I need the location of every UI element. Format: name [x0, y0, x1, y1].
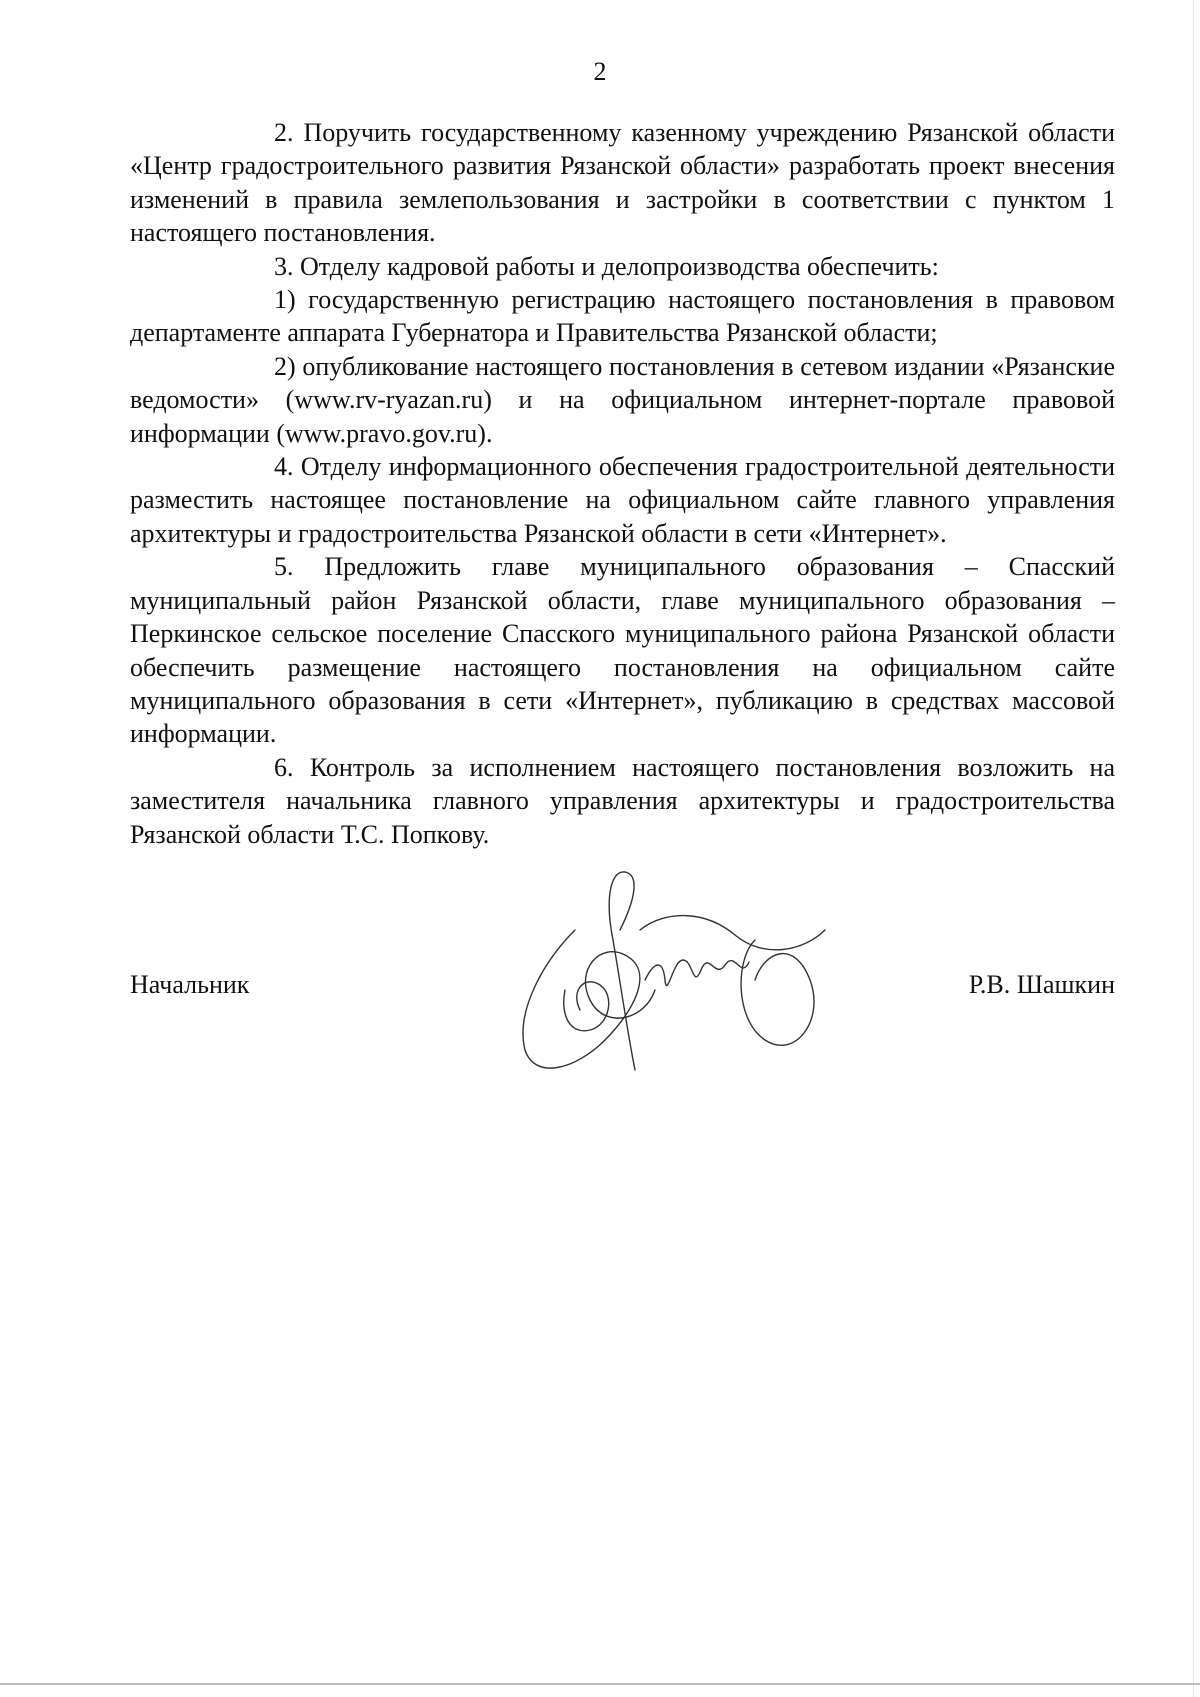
paragraph-text: Предложить главе муниципального образования – Спасский муниципальный район Рязанской области, главе муниципального образования – Перкинское сельское поселение Спасского муниципального района Рязанской области обеспечить размещение настоящего постановления на официальном сайте муниципального образования в сети «Интернет», публикацию в средствах массовой информации.: [130, 552, 1116, 749]
paragraph-3: [130, 250, 1115, 283]
paragraph-number: 6.: [274, 752, 294, 782]
paragraph-number: 4.: [274, 452, 294, 482]
paragraph-text: Отделу информационного обеспечения градостроительной деятельности разместить настоящее постановление на официальном сайте главного управления архитектуры и градостроительства Рязанской области в сети «Интернет».: [130, 452, 1116, 548]
paragraph-text: государственную регистрацию настоящего постановления в правовом департаменте аппарата Губернатора и Правительства Рязанской области;: [130, 285, 1115, 348]
paragraph-number: 2.: [274, 118, 294, 147]
paragraph-text: Отделу кадровой работы и делопроизводства обеспечить:: [300, 251, 939, 281]
paragraph-text: Поручить государственному казенному учреждению Рязанской области «Центр градостроительного развития Рязанской области» разработать проект внесения изменений в правила землепользования и застройки в соответствии с пунктом 1 настоящего постановления.: [130, 118, 1116, 248]
paragraph-number: 1): [274, 285, 296, 315]
paragraph-6: [130, 751, 1115, 851]
paragraph-number: 2): [274, 351, 296, 381]
page-number: 2: [593, 57, 607, 86]
scan-bottom-line: [0, 1683, 1200, 1685]
document-body: [130, 116, 1115, 851]
paragraph-5: [130, 550, 1115, 750]
subparagraph-2: [130, 350, 1115, 450]
paragraph-text: опубликование настоящего постановления в сетевом издании «Рязанские ведомости» (www.rv-ryazan.ru) и на официальном интернет-портале правовой информации (www.pravo.gov.ru).: [130, 351, 1116, 448]
signature-block: [130, 968, 1115, 1008]
paragraph-text: Контроль за исполнением настоящего постановления возложить на заместителя начальника главного управления архитектуры и градостроительства Рязанской области Т.С. Попкову.: [130, 752, 1115, 849]
paragraph-2: [130, 116, 1115, 250]
paragraph-4: [130, 450, 1115, 550]
paragraph-number: 3.: [274, 251, 294, 281]
paragraph-number: 5.: [274, 552, 294, 582]
subparagraph-1: [130, 283, 1115, 350]
scan-edge-line: [1193, 0, 1194, 1697]
signatory-name: Р.В. Шашкин: [968, 970, 1115, 999]
signatory-title: Начальник: [130, 970, 250, 999]
